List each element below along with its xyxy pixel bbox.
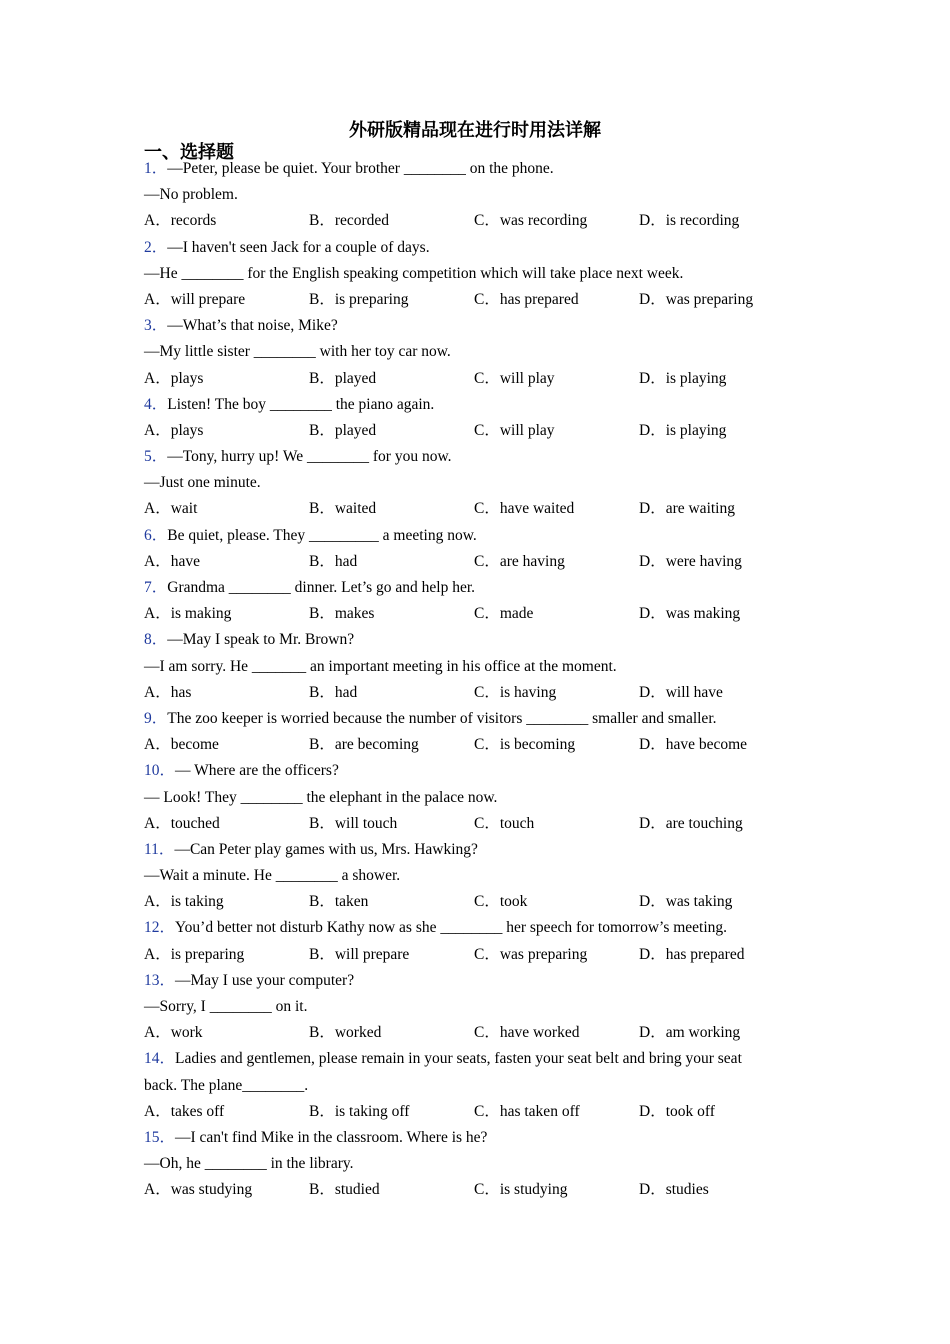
answer-options [144, 811, 804, 837]
page-title: 外研版精品现在进行时用法详解 [349, 120, 601, 140]
question-text-line [144, 523, 804, 549]
answer-options [144, 208, 804, 234]
question-number: 1． [144, 160, 168, 177]
answer-option-d[interactable]: D．took off [639, 1102, 715, 1120]
answer-option-c[interactable]: C．have worked [474, 1024, 580, 1042]
question-number: 9． [144, 709, 168, 727]
question-text-line [144, 915, 804, 941]
question-text-line [144, 1151, 804, 1177]
question-number: 7． [144, 579, 168, 596]
question-text: —May I use your computer? [175, 971, 355, 989]
answer-option-d[interactable]: D．were having [639, 552, 742, 570]
question-number: 6． [144, 526, 168, 544]
answer-option-a[interactable]: A．plays [144, 421, 204, 439]
question-text-line [144, 261, 804, 287]
question-text: Ladies and gentlemen, please remain in your seats, fasten your seat belt and bring your seat [175, 1050, 742, 1068]
answer-option-d[interactable]: D．have become [639, 736, 748, 754]
question-text-line [144, 235, 804, 261]
answer-option-b[interactable]: B．studied [309, 1181, 380, 1199]
question-text: —I am sorry. He _______ an important meeting in his office at the moment. [144, 657, 617, 675]
question-text-line [144, 758, 804, 784]
answer-options [144, 418, 804, 444]
answer-option-d[interactable]: D．are waiting [639, 500, 735, 518]
answer-option-b[interactable]: B．taken [309, 893, 369, 911]
question-number: 13． [144, 971, 176, 989]
answer-option-a[interactable]: A．touched [144, 814, 220, 832]
question-text: —I can't find Mike in the classroom. Where is he? [175, 1128, 488, 1146]
answer-option-c[interactable]: C．has prepared [474, 290, 579, 308]
answer-option-a[interactable]: A．work [144, 1024, 203, 1042]
question-text-line [144, 313, 804, 339]
question-text: Grandma ________ dinner. Let’s go and help her. [167, 579, 476, 596]
question-number: 2． [144, 238, 168, 256]
question-text-line [144, 994, 804, 1020]
question-text: —What’s that noise, Mike? [167, 317, 338, 335]
question-text-line [144, 1125, 804, 1151]
question-number: 11． [144, 840, 175, 858]
answer-option-b[interactable]: B．is taking off [309, 1102, 410, 1120]
question-text: —No problem. [144, 186, 238, 204]
answer-option-a[interactable]: A．will prepare [144, 290, 246, 308]
question-text-line [144, 706, 804, 732]
question-number: 15． [144, 1128, 176, 1146]
answer-option-d[interactable]: D．is playing [639, 369, 727, 387]
answer-option-d[interactable]: D．was making [639, 605, 741, 623]
answer-option-a[interactable]: A．takes off [144, 1102, 225, 1120]
answer-option-d[interactable]: D．will have [639, 683, 723, 701]
question-text-line [144, 837, 804, 863]
answer-options [144, 889, 804, 915]
question-list [144, 156, 804, 1204]
answer-option-c[interactable]: C．was preparing [474, 945, 588, 963]
question-text-line [144, 575, 804, 601]
answer-option-c[interactable]: C．is becoming [474, 736, 576, 754]
answer-option-b[interactable]: B．had [309, 683, 358, 701]
question-text-line [144, 627, 804, 653]
answer-option-c[interactable]: C．has taken off [474, 1102, 580, 1120]
question-6 [144, 523, 804, 575]
question-text-line [144, 1073, 804, 1099]
answer-option-d[interactable]: D．is playing [639, 421, 727, 439]
answer-option-b[interactable]: B．will prepare [309, 945, 410, 963]
answer-option-b[interactable]: B．waited [309, 500, 377, 518]
question-number: 10． [144, 762, 176, 780]
answer-option-d[interactable]: D．has prepared [639, 945, 745, 963]
question-text: —May I speak to Mr. Brown? [167, 631, 355, 649]
answer-option-b[interactable]: B．played [309, 421, 377, 439]
question-number: 14． [144, 1050, 176, 1068]
question-8 [144, 627, 804, 706]
question-text-line [144, 968, 804, 994]
answer-option-b[interactable]: B．had [309, 552, 358, 570]
answer-option-a[interactable]: A．is making [144, 605, 232, 623]
answer-options [144, 287, 804, 313]
answer-option-c[interactable]: C．will play [474, 421, 555, 439]
question-text-line [144, 1046, 804, 1072]
answer-options [144, 1177, 804, 1203]
question-text-line [144, 339, 804, 365]
answer-options [144, 680, 804, 706]
answer-options [144, 1020, 804, 1046]
answer-options [144, 366, 804, 392]
answer-option-a[interactable]: A．plays [144, 369, 204, 387]
answer-option-a[interactable]: A．is taking [144, 893, 224, 911]
answer-option-d[interactable]: D．are touching [639, 814, 743, 832]
answer-option-c[interactable]: C．took [474, 893, 528, 911]
question-text-line [144, 392, 804, 418]
answer-option-d[interactable]: D．studies [639, 1181, 709, 1199]
question-text: —He ________ for the English speaking competition which will take place next week. [144, 264, 684, 282]
question-4 [144, 392, 804, 444]
question-number: 3． [144, 317, 168, 335]
answer-option-a[interactable]: A．records [144, 212, 217, 230]
answer-options [144, 1099, 804, 1125]
question-text-line [144, 654, 804, 680]
answer-option-c[interactable]: C．will play [474, 369, 555, 387]
question-text: back. The plane________. [144, 1076, 309, 1094]
question-13 [144, 968, 804, 1047]
answer-option-b[interactable]: B．played [309, 369, 377, 387]
question-12 [144, 915, 804, 967]
question-text-line [144, 470, 804, 496]
answer-option-b[interactable]: B．makes [309, 605, 375, 623]
answer-option-b[interactable]: B．recorded [309, 212, 390, 230]
question-text: — Look! They ________ the elephant in the palace now. [144, 788, 498, 806]
question-text: The zoo keeper is worried because the number of visitors ________ smaller and smaller. [167, 709, 717, 727]
answer-options [144, 496, 804, 522]
answer-option-c[interactable]: C．is studying [474, 1181, 568, 1199]
question-15 [144, 1125, 804, 1204]
question-text: —Oh, he ________ in the library. [144, 1155, 354, 1173]
question-number: 8． [144, 631, 168, 649]
answer-option-a[interactable]: A．was studying [144, 1181, 253, 1199]
answer-options [144, 942, 804, 968]
answer-option-a[interactable]: A．become [144, 736, 219, 754]
question-text: Be quiet, please. They _________ a meeting now. [167, 526, 477, 544]
question-text-line [144, 785, 804, 811]
answer-option-d[interactable]: D．was preparing [639, 290, 754, 308]
question-text-line [144, 863, 804, 889]
answer-options [144, 601, 804, 627]
question-text: —Peter, please be quiet. Your brother ________ on the phone. [167, 160, 554, 177]
question-text-line [144, 182, 804, 208]
question-number: 12． [144, 919, 176, 937]
answer-option-d[interactable]: D．was taking [639, 893, 733, 911]
section-heading: 一、选择题 [144, 142, 234, 162]
question-7 [144, 575, 804, 627]
question-14 [144, 1046, 804, 1125]
answer-option-b[interactable]: B．is preparing [309, 290, 409, 308]
answer-option-c[interactable]: C．was recording [474, 212, 588, 230]
answer-option-a[interactable]: A．is preparing [144, 945, 245, 963]
answer-options [144, 549, 804, 575]
answer-option-c[interactable]: C．made [474, 605, 534, 623]
answer-options [144, 732, 804, 758]
question-text: —Can Peter play games with us, Mrs. Hawking? [174, 840, 478, 858]
question-11 [144, 837, 804, 916]
answer-option-c[interactable]: C．have waited [474, 500, 575, 518]
answer-option-a[interactable]: A．have [144, 552, 200, 570]
answer-option-b[interactable]: B．are becoming [309, 736, 419, 754]
question-number: 5． [144, 448, 168, 466]
question-text: Listen! The boy ________ the piano again. [167, 395, 435, 413]
answer-option-c[interactable]: C．is having [474, 683, 557, 701]
question-text: —I haven't seen Jack for a couple of days. [167, 238, 430, 256]
answer-option-a[interactable]: A．wait [144, 500, 198, 518]
question-1 [144, 156, 804, 235]
question-text: —Wait a minute. He ________ a shower. [144, 867, 401, 885]
question-text: —Sorry, I ________ on it. [144, 998, 308, 1015]
question-text-line [144, 444, 804, 470]
answer-option-d[interactable]: D．is recording [639, 212, 740, 230]
answer-option-b[interactable]: B．will touch [309, 814, 398, 832]
answer-option-c[interactable]: C．touch [474, 814, 535, 832]
answer-option-d[interactable]: D．am working [639, 1024, 741, 1042]
answer-option-c[interactable]: C．are having [474, 552, 565, 570]
question-text-line [144, 156, 804, 182]
question-text: —Tony, hurry up! We ________ for you now. [167, 448, 452, 466]
question-number: 4． [144, 395, 168, 413]
question-5 [144, 444, 804, 523]
question-2 [144, 235, 804, 314]
question-10 [144, 758, 804, 837]
question-text: You’d better not disturb Kathy now as she ________ her speech for tomorrow’s meeting. [175, 919, 728, 937]
question-9 [144, 706, 804, 758]
question-text: — Where are the officers? [175, 762, 339, 780]
answer-option-a[interactable]: A．has [144, 683, 192, 701]
question-text: —My little sister ________ with her toy car now. [144, 343, 451, 361]
question-3 [144, 313, 804, 392]
question-text: —Just one minute. [144, 474, 261, 492]
answer-option-b[interactable]: B．worked [309, 1024, 382, 1042]
